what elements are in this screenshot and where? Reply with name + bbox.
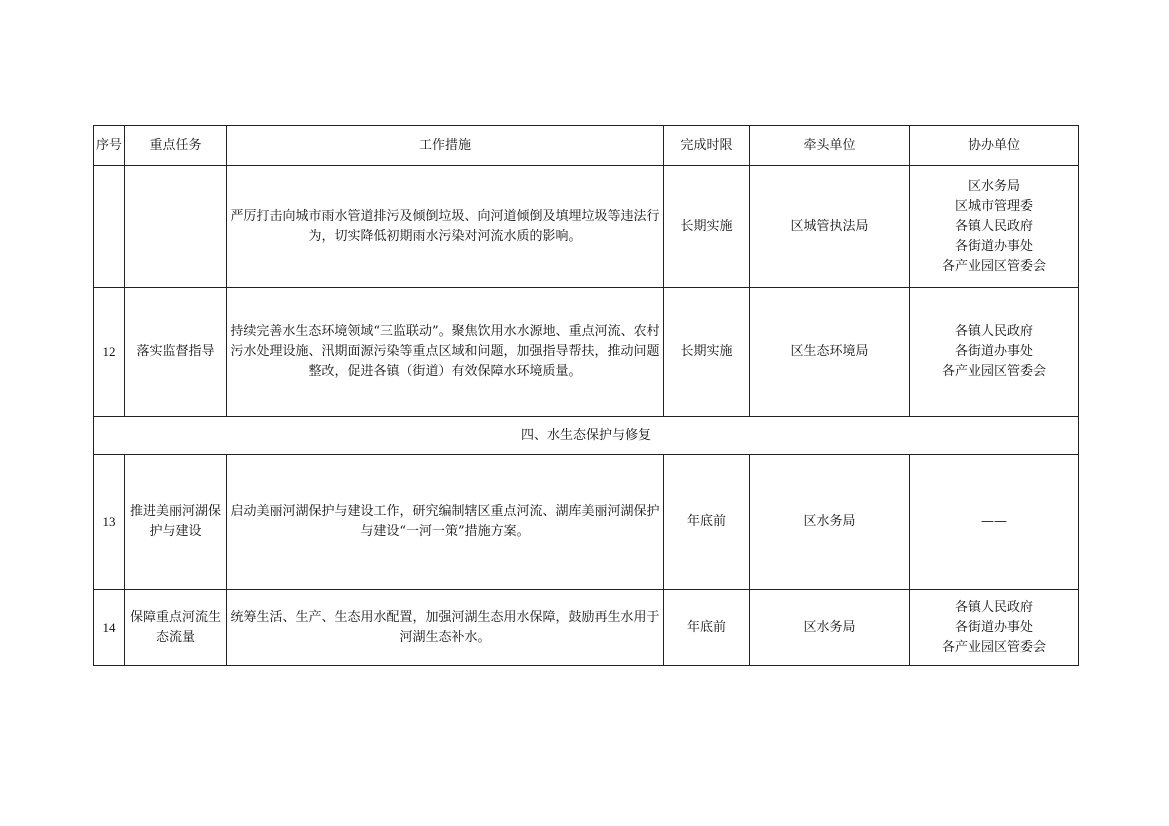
header-measures: 工作措施 [227, 126, 664, 166]
row-assist [910, 455, 1079, 590]
assist-unit: 各街道办事处 [954, 238, 1033, 254]
table-header-row [94, 126, 1079, 166]
section-title: 四、水生态保护与修复 [94, 417, 1079, 455]
row-assist [910, 166, 1079, 288]
row-measures: 严厉打击向城市雨水管道排污及倾倒垃圾、向河道倾倒及填埋垃圾等违法行为，切实降低初期雨水污染对河流水质的影响。 [227, 166, 664, 288]
row-deadline: 长期实施 [664, 166, 750, 288]
row-lead: 区水务局 [750, 590, 910, 666]
row-deadline: 年底前 [664, 590, 750, 666]
header-task: 重点任务 [125, 126, 227, 166]
assist-unit: 各产业园区管委会 [941, 258, 1046, 274]
table-row [94, 288, 1079, 417]
row-lead: 区城管执法局 [750, 166, 910, 288]
row-assist [910, 288, 1079, 417]
row-task [125, 166, 227, 288]
table-row [94, 166, 1079, 288]
row-task: 推进美丽河湖保护与建设 [125, 455, 227, 590]
row-lead: 区生态环境局 [750, 288, 910, 417]
assist-unit: 各镇人民政府 [954, 218, 1033, 234]
row-seq: 12 [94, 288, 125, 417]
section-row [94, 417, 1079, 455]
assist-unit: —— [981, 514, 1007, 529]
row-deadline: 长期实施 [664, 288, 750, 417]
table-row [94, 590, 1079, 666]
assist-unit: 各街道办事处 [954, 619, 1033, 635]
assist-unit: 各镇人民政府 [954, 599, 1033, 615]
task-table [93, 125, 1079, 666]
row-seq: 14 [94, 590, 125, 666]
header-seq: 序号 [94, 126, 125, 166]
header-deadline: 完成时限 [664, 126, 750, 166]
row-seq: 13 [94, 455, 125, 590]
row-lead: 区水务局 [750, 455, 910, 590]
assist-unit: 区城市管理委 [954, 198, 1033, 214]
row-assist [910, 590, 1079, 666]
table-row [94, 455, 1079, 590]
assist-unit: 各镇人民政府 [954, 324, 1033, 339]
assist-unit: 各街道办事处 [954, 344, 1033, 359]
header-lead: 牵头单位 [750, 126, 910, 166]
row-task: 落实监督指导 [125, 288, 227, 417]
row-measures: 持续完善水生态环境领域“三监联动”。聚焦饮用水水源地、重点河流、农村污水处理设施、汛期面源污染等重点区域和问题，加强指导帮扶，推动问题整改，促进各镇（街道）有效保障水环境质量。 [227, 288, 664, 417]
row-deadline: 年底前 [664, 455, 750, 590]
assist-unit: 各产业园区管委会 [941, 364, 1046, 379]
row-task: 保障重点河流生态流量 [125, 590, 227, 666]
header-assist: 协办单位 [910, 126, 1079, 166]
assist-unit: 区水务局 [967, 178, 1020, 194]
row-measures: 启动美丽河湖保护与建设工作，研究编制辖区重点河流、湖库美丽河湖保护与建设“一河一策”措施方案。 [227, 455, 664, 590]
assist-unit: 各产业园区管委会 [941, 639, 1046, 655]
row-seq [94, 166, 125, 288]
row-measures: 统筹生活、生产、生态用水配置，加强河湖生态用水保障，鼓励再生水用于河湖生态补水。 [227, 590, 664, 666]
